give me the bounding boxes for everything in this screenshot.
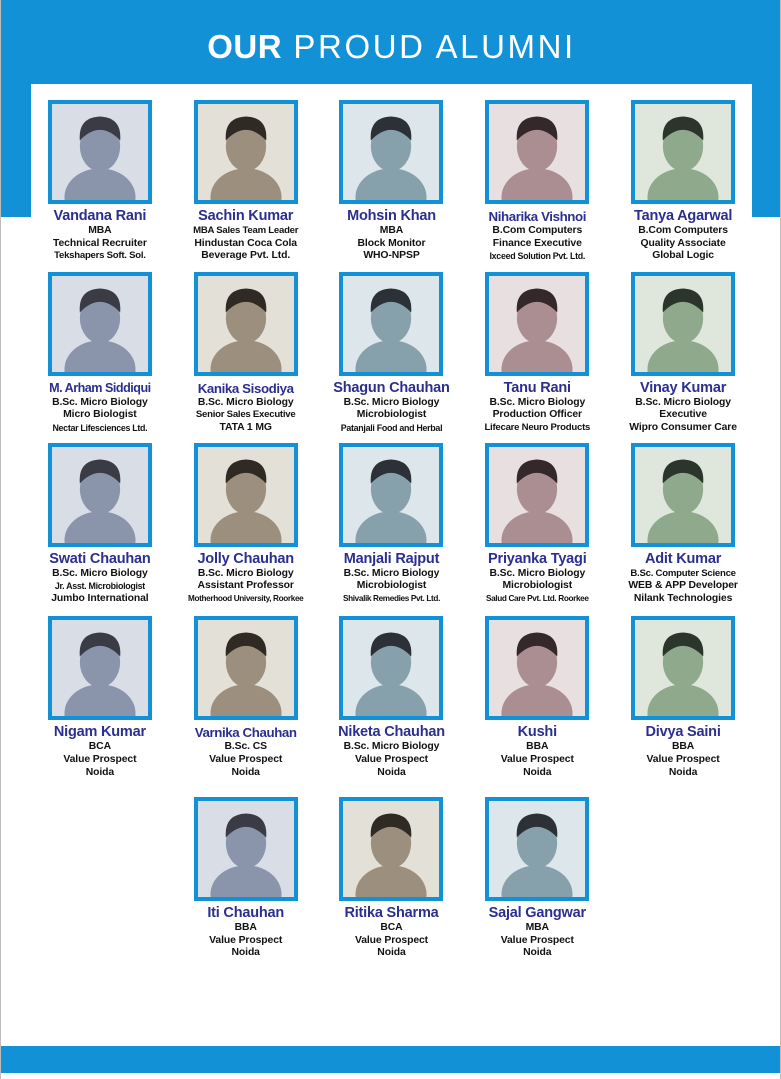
alumni-company: Beverage Pvt. Ltd. bbox=[201, 250, 291, 262]
alumni-name: Iti Chauhan bbox=[207, 905, 285, 922]
alumni-company: Noida bbox=[231, 947, 260, 959]
alumni-card[interactable] bbox=[27, 443, 173, 606]
alumni-company: Noida bbox=[668, 766, 698, 778]
alumni-card[interactable] bbox=[173, 100, 319, 263]
alumni-name: Nigam Kumar bbox=[53, 724, 146, 741]
alumni-role: Senior Sales Executive bbox=[195, 409, 296, 421]
portrait-divya-saini bbox=[631, 616, 735, 720]
alumni-role: Microbiologist bbox=[502, 580, 573, 592]
alumni-qualification: BBA bbox=[526, 741, 549, 753]
alumni-name: Manjali Rajput bbox=[343, 550, 440, 567]
portrait-sachin-kumar bbox=[194, 100, 298, 204]
alumni-company: Nectar Lifesciences Ltd. bbox=[52, 422, 148, 433]
alumni-company: Noida bbox=[523, 766, 552, 778]
alumni-role: Quality Associate bbox=[640, 237, 726, 249]
alumni-qualification: B.Sc. Micro Biology bbox=[343, 567, 440, 579]
alumni-role: Value Prospect bbox=[209, 934, 283, 946]
alumni-role: Value Prospect bbox=[354, 934, 429, 946]
alumni-name: Vinay Kumar bbox=[639, 379, 727, 396]
portrait-sajal-gangwar bbox=[485, 797, 589, 901]
alumni-qualification: MBA bbox=[525, 922, 549, 934]
alumni-card[interactable] bbox=[173, 443, 319, 606]
alumni-name: Divya Saini bbox=[645, 724, 721, 741]
page-title-light: PROUD ALUMNI bbox=[293, 28, 576, 65]
alumni-name: Ritika Sharma bbox=[344, 905, 439, 922]
alumni-company: Global Logic bbox=[652, 250, 714, 262]
footer-band bbox=[1, 1046, 781, 1073]
alumni-role: Technical Recruiter bbox=[53, 237, 147, 249]
alumni-name: Priyanka Tyagi bbox=[488, 550, 587, 567]
portrait-adit-kumar bbox=[631, 443, 735, 547]
alumni-qualification: MBA bbox=[379, 225, 404, 236]
portrait-tanya-agarwal bbox=[631, 100, 735, 204]
alumni-company: Tekshapers Soft. Sol. bbox=[54, 250, 146, 262]
alumni-role: Value Prospect bbox=[500, 934, 574, 946]
alumni-role: Finance Executive bbox=[492, 237, 582, 249]
alumni-card[interactable] bbox=[464, 616, 610, 779]
alumni-qualification: BBA bbox=[234, 922, 257, 934]
alumni-company: Lifecare Neuro Products bbox=[484, 421, 591, 433]
alumni-qualification: B.Sc. Micro Biology bbox=[343, 741, 440, 753]
alumni-name: Shagun Chauhan bbox=[333, 379, 450, 396]
alumni-name: Kushi bbox=[517, 724, 557, 741]
alumni-name: Jolly Chauhan bbox=[197, 550, 294, 567]
alumni-name: Sajal Gangwar bbox=[488, 905, 586, 922]
portrait-swati-chauhan bbox=[48, 443, 152, 547]
alumni-card[interactable] bbox=[319, 797, 465, 960]
alumni-grid bbox=[27, 100, 756, 960]
portrait-vinay-kumar bbox=[631, 272, 735, 376]
alumni-card[interactable] bbox=[464, 100, 610, 263]
portrait-kushi bbox=[485, 616, 589, 720]
portrait-niharika-vishnoi bbox=[485, 100, 589, 204]
alumni-role: WEB & APP Developer bbox=[628, 580, 738, 592]
alumni-name: Adit Kumar bbox=[645, 550, 722, 567]
alumni-qualification: B.Sc. Micro Biology bbox=[635, 396, 731, 408]
alumni-qualification: BBA bbox=[671, 741, 695, 753]
alumni-company: Motherhood University, Roorkee bbox=[188, 593, 304, 603]
portrait-kanika-sisodiya bbox=[194, 272, 298, 376]
alumni-role: Value Prospect bbox=[63, 753, 137, 765]
alumni-card[interactable] bbox=[464, 797, 610, 960]
alumni-card[interactable] bbox=[610, 272, 756, 435]
alumni-company: Noida bbox=[377, 766, 406, 778]
alumni-qualification: B.Sc. CS bbox=[224, 741, 267, 753]
alumni-role: Hindustan Coca Cola bbox=[194, 237, 297, 249]
alumni-row bbox=[27, 616, 756, 779]
portrait-tanu-rani bbox=[485, 272, 589, 376]
alumni-name: Niharika Vishnoi bbox=[488, 209, 587, 224]
alumni-name: Mohsin Khan bbox=[347, 208, 436, 224]
alumni-qualification: MBA Sales Team Leader bbox=[193, 225, 299, 236]
portrait-iti-chauhan bbox=[194, 797, 298, 901]
alumni-qualification: B.Sc. Micro Biology bbox=[197, 567, 294, 579]
alumni-qualification: B.Sc. Micro Biology bbox=[197, 396, 294, 408]
alumni-row bbox=[27, 443, 756, 606]
alumni-qualification: B.Sc. Micro Biology bbox=[343, 396, 440, 408]
alumni-company: Noida bbox=[523, 947, 552, 959]
alumni-name: Kanika Sisodiya bbox=[197, 380, 294, 396]
portrait-manjali-rajput bbox=[339, 443, 443, 547]
alumni-role: Microbiologist bbox=[356, 409, 427, 421]
alumni-role: Microbiologist bbox=[356, 580, 427, 592]
alumni-role: Value Prospect bbox=[209, 753, 283, 765]
alumni-card[interactable] bbox=[27, 100, 173, 263]
portrait-mohsin-khan bbox=[339, 100, 443, 204]
alumni-name: Vandana Rani bbox=[53, 208, 147, 224]
alumni-card[interactable] bbox=[319, 100, 465, 263]
alumni-qualification: B.Sc. Micro Biology bbox=[489, 567, 586, 579]
alumni-company: Noida bbox=[231, 766, 260, 778]
alumni-qualification: B.Sc. Micro Biology bbox=[52, 567, 148, 579]
alumni-company: Patanjali Food and Herbal bbox=[340, 422, 443, 433]
alumni-qualification: B.Sc. Micro Biology bbox=[52, 396, 148, 408]
page-title bbox=[1, 28, 781, 66]
alumni-qualification: MBA bbox=[88, 225, 112, 236]
alumni-card[interactable] bbox=[464, 443, 610, 606]
portrait-priyanka-tyagi bbox=[485, 443, 589, 547]
alumni-card[interactable] bbox=[319, 616, 465, 779]
alumni-card[interactable] bbox=[319, 443, 465, 606]
alumni-name: Swati Chauhan bbox=[49, 550, 151, 567]
alumni-role: Value Prospect bbox=[500, 753, 574, 765]
alumni-company: Ixceed Solution Pvt. Ltd. bbox=[489, 251, 586, 262]
alumni-company: Noida bbox=[377, 947, 406, 959]
alumni-role: Jr. Asst. Microbiologist bbox=[54, 581, 145, 592]
alumni-qualification: B.Sc. Computer Science bbox=[630, 567, 736, 579]
portrait-jolly-chauhan bbox=[194, 443, 298, 547]
alumni-card[interactable] bbox=[610, 100, 756, 263]
alumni-name: Tanu Rani bbox=[503, 379, 571, 396]
alumni-qualification: BCA bbox=[380, 922, 403, 934]
alumni-company: WHO-NPSP bbox=[363, 250, 420, 262]
alumni-company: Nilank Technologies bbox=[633, 592, 733, 604]
alumni-role: Micro Biologist bbox=[63, 409, 137, 421]
alumni-card[interactable] bbox=[27, 616, 173, 779]
alumni-card[interactable] bbox=[27, 272, 173, 435]
alumni-company: Jumbo International bbox=[51, 592, 149, 604]
alumni-qualification: B.Com Computers bbox=[638, 225, 728, 236]
alumni-name: Tanya Agarwal bbox=[634, 208, 733, 224]
alumni-qualification: BCA bbox=[88, 741, 111, 753]
alumni-card[interactable] bbox=[610, 616, 756, 779]
portrait-vandana-rani bbox=[48, 100, 152, 204]
page-title-strong: OUR bbox=[207, 28, 283, 65]
alumni-row bbox=[27, 272, 756, 435]
alumni-name: Niketa Chauhan bbox=[338, 724, 445, 741]
alumni-card[interactable] bbox=[464, 272, 610, 435]
alumni-card[interactable] bbox=[610, 443, 756, 606]
alumni-card[interactable] bbox=[173, 272, 319, 435]
alumni-row bbox=[27, 100, 756, 263]
portrait-varnika-chauhan bbox=[194, 616, 298, 720]
alumni-card[interactable] bbox=[173, 797, 319, 960]
portrait-nigam-kumar bbox=[48, 616, 152, 720]
alumni-name: M. Arham Siddiqui bbox=[49, 380, 151, 395]
portrait-shagun-chauhan bbox=[339, 272, 443, 376]
portrait-ritika-sharma bbox=[339, 797, 443, 901]
alumni-company: Shivalik Remedies Pvt. Ltd. bbox=[342, 593, 440, 603]
alumni-qualification: B.Com Computers bbox=[492, 225, 583, 236]
alumni-role: Block Monitor bbox=[357, 237, 426, 249]
alumni-company: Wipro Consumer Care bbox=[629, 421, 737, 433]
alumni-role: Assistant Professor bbox=[197, 580, 294, 592]
alumni-role: Value Prospect bbox=[354, 753, 429, 765]
alumni-card[interactable] bbox=[319, 272, 465, 435]
alumni-role: Value Prospect bbox=[646, 753, 720, 765]
alumni-company: Noida bbox=[85, 766, 115, 778]
alumni-name: Sachin Kumar bbox=[198, 208, 294, 224]
alumni-role: Production Officer bbox=[492, 409, 582, 421]
alumni-role: Executive bbox=[659, 409, 707, 421]
alumni-company: TATA 1 MG bbox=[219, 421, 272, 433]
alumni-name: Varnika Chauhan bbox=[194, 725, 297, 741]
portrait-niketa-chauhan bbox=[339, 616, 443, 720]
portrait-m-arham-siddiqui bbox=[48, 272, 152, 376]
alumni-row bbox=[27, 797, 756, 960]
alumni-card[interactable] bbox=[173, 616, 319, 779]
alumni-company: Salud Care Pvt. Ltd. Roorkee bbox=[485, 593, 589, 603]
alumni-qualification: B.Sc. Micro Biology bbox=[489, 396, 586, 408]
